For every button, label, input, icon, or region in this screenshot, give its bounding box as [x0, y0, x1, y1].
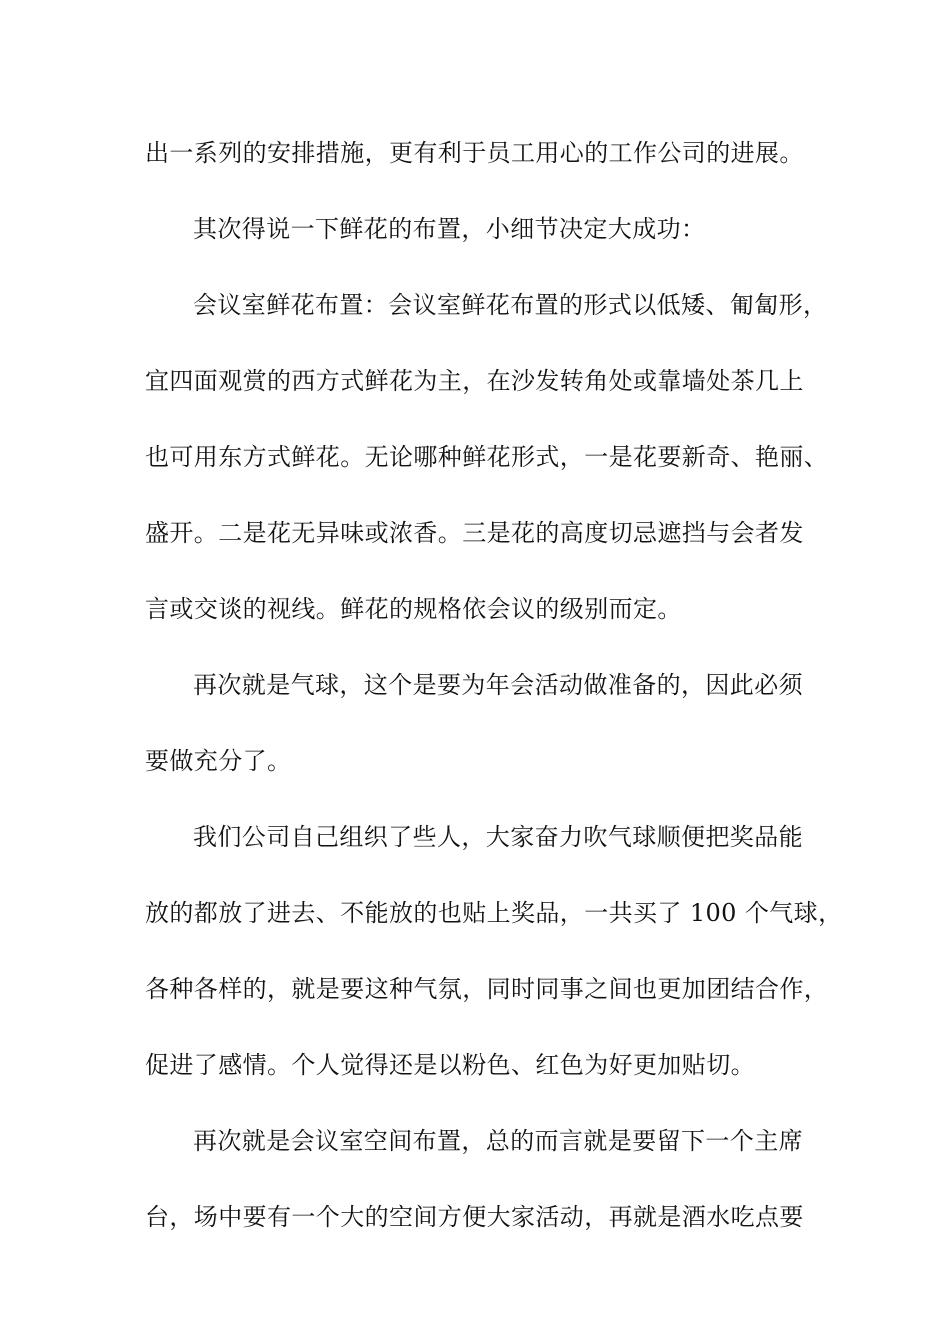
- text-line-1: 出一系列的安排措施，更有利于员工用心的工作公司的进展。: [145, 139, 804, 167]
- document-body: [145, 131, 843, 1271]
- text-line-5: 也可用东方式鲜花。无论哪种鲜花形式，一是花要新奇、艳丽、: [145, 443, 829, 471]
- text-line-7: 言或交谈的视线。鲜花的规格依会议的级别而定。: [145, 595, 682, 623]
- text-line-15: 台，场中要有一个大的空间方便大家活动，再就是酒水吃点要: [145, 1203, 804, 1231]
- text-line-13: 促进了感情。个人觉得还是以粉色、红色为好更加贴切。: [145, 1051, 755, 1079]
- text-line-10: 我们公司自己组织了些人，大家奋力吹气球顺便把奖品能: [193, 823, 803, 851]
- text-line-6: 盛开。二是花无异味或浓香。三是花的高度切忌遮挡与会者发: [145, 519, 804, 547]
- text-line-8: 再次就是气球，这个是要为年会活动做准备的，因此必须: [193, 671, 803, 699]
- text-line-9: 要做充分了。: [145, 747, 292, 775]
- text-line-12: 各种各样的，就是要这种气氛，同时同事之间也更加团结合作，: [145, 975, 829, 1003]
- text-line-3: 会议室鲜花布置：会议室鲜花布置的形式以低矮、匍匐形，: [193, 291, 828, 319]
- text-line-11: 放的都放了进去、不能放的也贴上奖品，一共买了 100 个气球，: [145, 899, 843, 927]
- text-line-4: 宜四面观赏的西方式鲜花为主，在沙发转角处或靠墙处茶几上: [145, 367, 804, 395]
- text-line-2: 其次得说一下鲜花的布置，小细节决定大成功：: [193, 215, 706, 243]
- text-line-14: 再次就是会议室空间布置，总的而言就是要留下一个主席: [193, 1127, 803, 1155]
